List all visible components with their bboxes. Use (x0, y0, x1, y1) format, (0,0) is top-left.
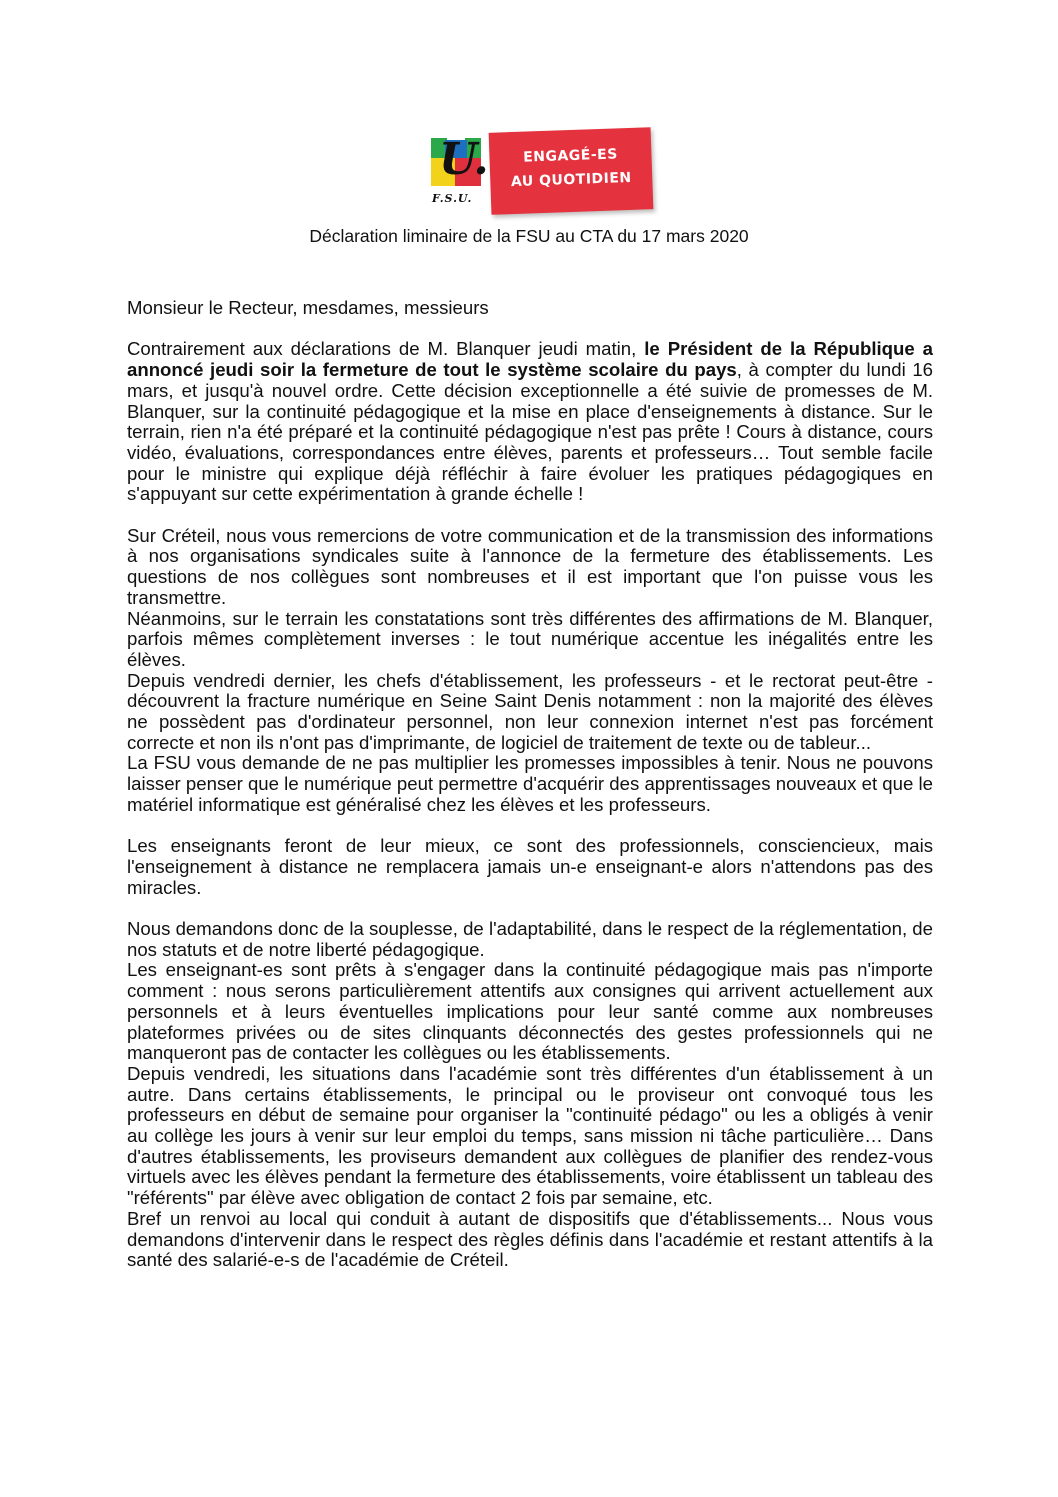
paragraph-1-rest: , à compter du lundi 16 mars, et jusqu'à nouvel ordre. Cette décision exceptionnelle a été suivie de promesses de M. Blanquer, sur la continuité pédagogique et la mise en place d'enseignements à distance. Sur le terrain, rien n'a été préparé et la continuité pédagogique n'est pas prête ! Cours à distance, cours vidéo, évaluations, correspondances entre élèves, parents et professeurs… Tout semble facile pour le ministre qui explique déjà réfléchir à faire évoluer les pratiques pédagogiques en s'appuyant sur cette expérimentation à grande échelle ! (127, 359, 934, 505)
salutation: Monsieur le Recteur, mesdames, messieurs (127, 297, 489, 318)
paragraph-1-bold: le Président de la République a annoncé jeudi soir la fermeture de tout le système scolaire du pays (127, 338, 933, 381)
paragraph-6: Les enseignants feront de leur mieux, ce sont des professionnels, consciencieux, mais l'enseignement à distance ne remplacera jamais un-e enseignant-e alors n'attendons pas des miracles. (127, 835, 933, 898)
fsu-emblem (428, 134, 489, 212)
paragraph-gap (127, 898, 933, 919)
paragraph-4: Depuis vendredi dernier, les chefs d'établissement, les professeurs - et le rectorat peut-être - découvrent la fracture numérique en Seine Saint Denis notamment : non la majorité des élèves ne possèdent pas d'ordinateur personnel, non leur connexion internet n'est pas forcément correcte et non ils n'ont pas d'imprimante, de logiciel de traitement de texte ou de tableur... (127, 669, 933, 753)
paragraph-gap (127, 319, 933, 340)
paragraph-2: Sur Créteil, nous vous remercions de votre communication et de la transmission des informations à nos organisations syndicales suite à l'annonce de la fermeture des établissements. Les questions de nos collègues sont nombreuses et il est important que l'on puisse vous les transmettre. (127, 524, 933, 608)
slogan-line-2: AU QUOTIDIEN (510, 169, 632, 191)
fsu-logo (428, 128, 658, 218)
paragraph-1-intro: Contrairement aux déclarations de M. Blanquer jeudi matin, (127, 338, 645, 360)
fsu-initial: U. (439, 134, 489, 185)
fsu-label: F.S.U. (432, 192, 473, 205)
document-body (127, 298, 933, 1271)
paragraph-9: Depuis vendredi, les situations dans l'académie sont très différentes d'un établissement à un autre. Dans certains établissements, le principal ou le proviseur ont convoqué tous les professeurs en début de semaine pour organiser la "continuité pédago" ou les a obligés à venir au collège les jours à venir sur leur emploi du temps, sans mission ni tâche particulière… Dans d'autres établissements, les proviseurs demandent aux collègues de planifier des rendez-vous virtuels avec les élèves pendant la fermeture des établissements, voire établissent un tableau des "référents" par élève avec obligation de contact 2 fois par semaine, etc. (127, 1062, 933, 1209)
slogan-line-1: ENGAGÉ-ES (522, 146, 619, 166)
paragraph-gap (127, 505, 933, 526)
paragraph-10: Bref un renvoi au local qui conduit à autant de dispositifs que d'établissements... Nous vous demandons d'intervenir dans le respect des règles définis dans l'académie et restant attentifs à la santé des salarié-e-s de l'académie de Créteil. (127, 1207, 933, 1271)
paragraph-1 (127, 339, 933, 505)
paragraph-5: La FSU vous demande de ne pas multiplier les promesses impossibles à tenir. Nous ne pouvons laisser penser que le numérique peut permettre d'acquérir des apprentissages nouveaux et que le matériel informatique est généralisé chez les élèves et les professeurs. (127, 752, 933, 815)
document-title: Déclaration liminaire de la FSU au CTA du 17 mars 2020 (309, 226, 749, 246)
paragraph-8: Les enseignant-es sont prêts à s'engager dans la continuité pédagogique mais pas n'importe comment : nous serons particulièrement attentifs aux consignes qui arrivent actuellement aux personnels et à leurs éventuelles implications pour leur santé comme aux nombreuses plateformes privées ou de sites clinquants déconnectés des gestes professionnels qui ne manqueront pas de contacter les collègues ou les établissements. (127, 959, 933, 1064)
slogan-banner (489, 127, 654, 215)
paragraph-gap (127, 816, 933, 837)
fsu-color-squares-icon (431, 134, 489, 190)
paragraph-3: Néanmoins, sur le terrain les constatations sont très différentes des affirmations de M. Blanquer, parfois mêmes complètement inverses : le tout numérique accentue les inégalités entre les élèves. (127, 607, 933, 670)
paragraph-7: Nous demandons donc de la souplesse, de l'adaptabilité, dans le respect de la réglementation, de nos statuts et de notre liberté pédagogique. (127, 918, 933, 960)
